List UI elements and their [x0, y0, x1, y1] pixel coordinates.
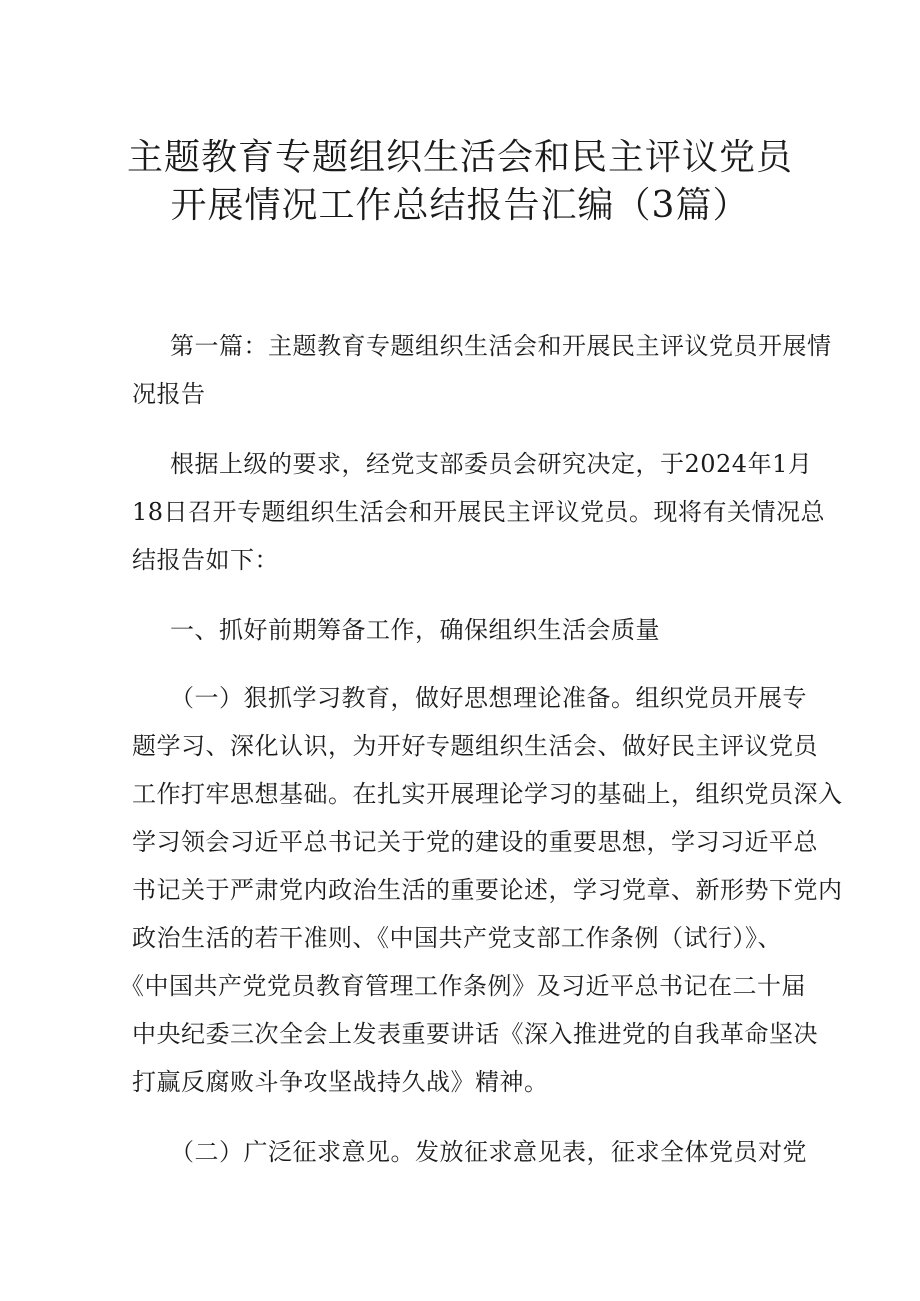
paragraph-line: 政治生活的若干准则、《中国共产党支部工作条例（试行）》、	[132, 924, 782, 952]
section-heading-line: 况报告	[132, 380, 206, 408]
document-title-line-1: 主题教育专题组织生活会和民主评议党员	[126, 137, 793, 178]
document-title-line-2: 开展情况工作总结报告汇编（3篇）	[170, 185, 750, 226]
paragraph-line: （一）狠抓学习教育，做好思想理论准备。组织党员开展专	[170, 684, 807, 712]
paragraph-line: 打赢反腐败斗争攻坚战持久战》精神。	[132, 1068, 549, 1096]
paragraph-line: 工作打牢思想基础。在扎实开展理论学习的基础上，组织党员深入	[132, 780, 843, 808]
paragraph-line: 学习领会习近平总书记关于党的建设的重要思想，学习习近平总	[132, 828, 818, 856]
paragraph-line: 《中国共产党党员教育管理工作条例》及习近平总书记在二十届	[120, 972, 806, 1000]
paragraph-line: 题学习、深化认识，为开好专题组织生活会、做好民主评议党员	[132, 732, 818, 760]
section-heading-line: 第一篇：主题教育专题组织生活会和开展民主评议党员开展情	[170, 332, 832, 360]
paragraph-line: （二）广泛征求意见。发放征求意见表，征求全体党员对党	[170, 1138, 807, 1166]
subheading-line: 一、抓好前期筹备工作，确保组织生活会质量	[170, 616, 660, 644]
paragraph-line: 结报告如下：	[132, 546, 279, 574]
paragraph-line: 书记关于严肃党内政治生活的重要论述，学习党章、新形势下党内	[132, 876, 843, 904]
paragraph-line: 中央纪委三次全会上发表重要讲话《深入推进党的自我革命坚决	[132, 1020, 818, 1048]
paragraph-line: 18日召开专题组织生活会和开展民主评议党员。现将有关情况总	[132, 498, 826, 526]
paragraph-line: 根据上级的要求，经党支部委员会研究决定，于2024年1月	[170, 450, 813, 478]
